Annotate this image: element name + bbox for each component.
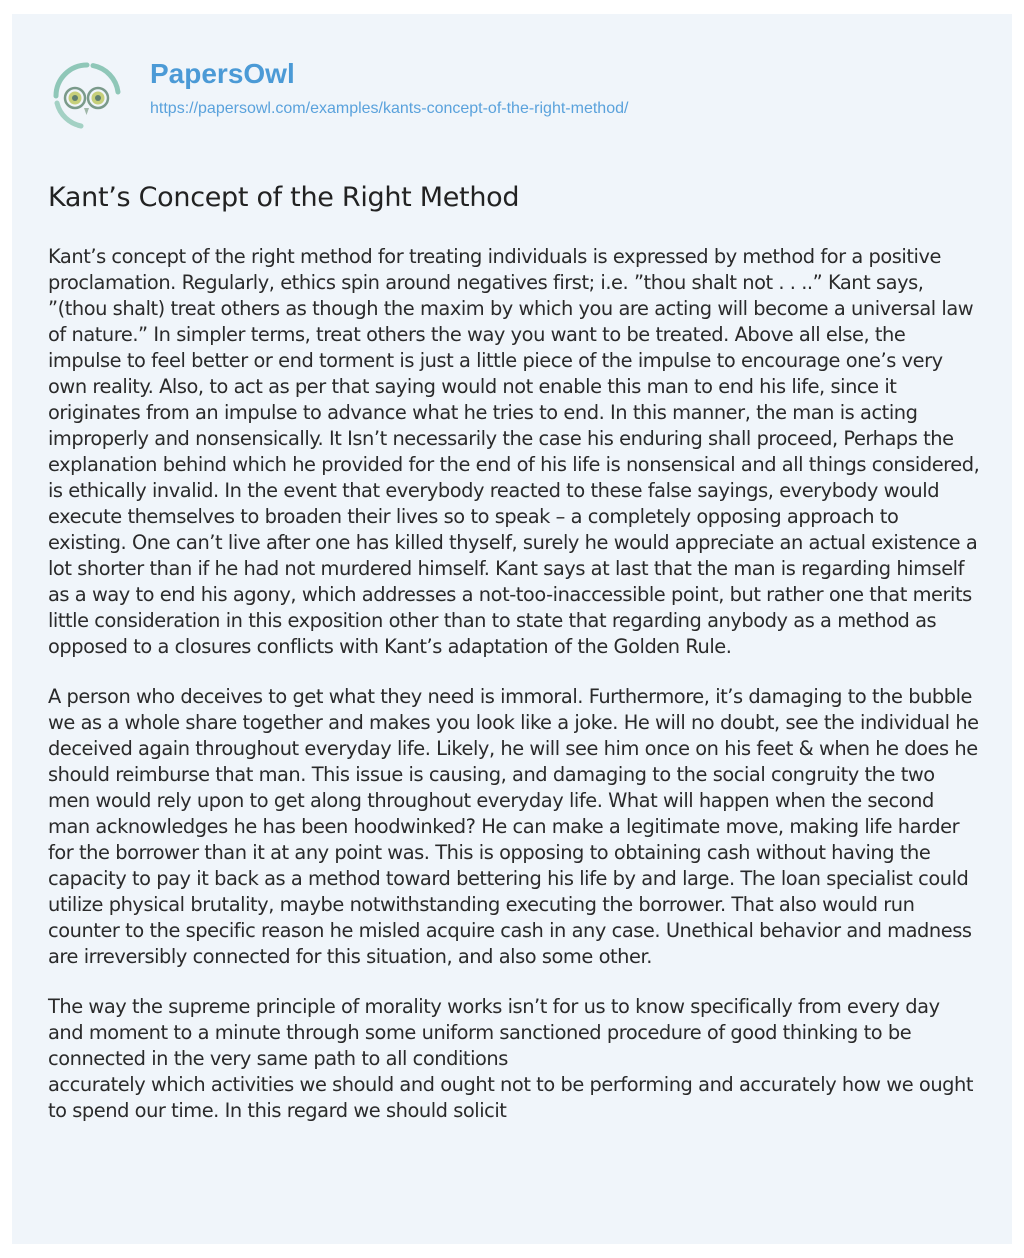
paragraph: A person who deceives to get what they need is immoral. Furthermore, it’s damaging to the bubble we as a whole share together and makes you look like a joke. He will no doubt, see the individual he deceived again throughout everyday life. Likely, he will see him once on his feet & when he does he should reimburse that man. This issue is causing, and damaging to the social congruity the two men would rely upon to get along throughout everyday life. What will happen when the second man acknowledges he has been hoodwinked? He can make a legitimate move, making life harder for the borrower than it at any point was. This is opposing to obtaining cash without having the capacity to pay it back as a method toward bettering his life by and large. The loan specialist could utilize physical brutality, maybe notwithstanding executing the borrower. That also would run counter to the specific reason he misled acquire cash in any case. Unethical behavior and madness are irreversibly connected for this situation, and also some other. <box>48 685 979 968</box>
paragraph: The way the supreme principle of morality works isn’t for us to know specifically from every day and moment to a minute through some uniform sanctioned procedure of good thinking to be connected in the very same path to all conditions accurately which activities we should and ought not to be performing and accurately how we ought to spend our time. In this regard we should solicit <box>48 995 974 1122</box>
owl-logo-icon[interactable] <box>48 56 126 132</box>
source-url-link[interactable]: https://papersowl.com/examples/kants-concept-of-the-right-method/ <box>150 100 629 117</box>
document-page <box>12 14 1012 1244</box>
brand-name[interactable]: PapersOwl <box>150 58 295 89</box>
site-header <box>48 56 628 132</box>
article-body <box>48 244 980 1148</box>
brand-block <box>150 58 628 118</box>
paragraph: Kant’s concept of the right method for treating individuals is expressed by method for a positive proclamation. Regularly, ethics spin around negatives first; i.e. ”thou shalt not . . ..” Kant says, ”(thou shalt) treat others as though the maxim by which you are acting will become a universal law of nature.” In simpler terms, treat others the way you want to be treated. Above all else, the impulse to feel better or end torment is just a little piece of the impulse to encourage one’s very own reality. Also, to act as per that saying would not enable this man to end his life, since it originates from an impulse to advance what he tries to end. In this manner, the man is acting improperly and nonsensically. It Isn’t necessarily the case his enduring shall proceed, Perhaps the explanation behind which he provided for the end of his life is nonsensical and all things considered, is ethically invalid. In the event that everybody reacted to these false sayings, everybody would execute themselves to broaden their lives so to speak – a completely opposing approach to existing. One can’t live after one has killed thyself, surely he would appreciate an actual existence a lot shorter than if he had not murdered himself. Kant says at last that the man is regarding himself as a way to end his agony, which addresses a not-too-inaccessible point, but rather one that merits little consideration in this exposition other than to state that regarding anybody as a method as opposed to a closures conflicts with Kant’s adaptation of the Golden Rule. <box>48 245 980 658</box>
article-title: Kant’s Concept of the Right Method <box>48 182 520 213</box>
